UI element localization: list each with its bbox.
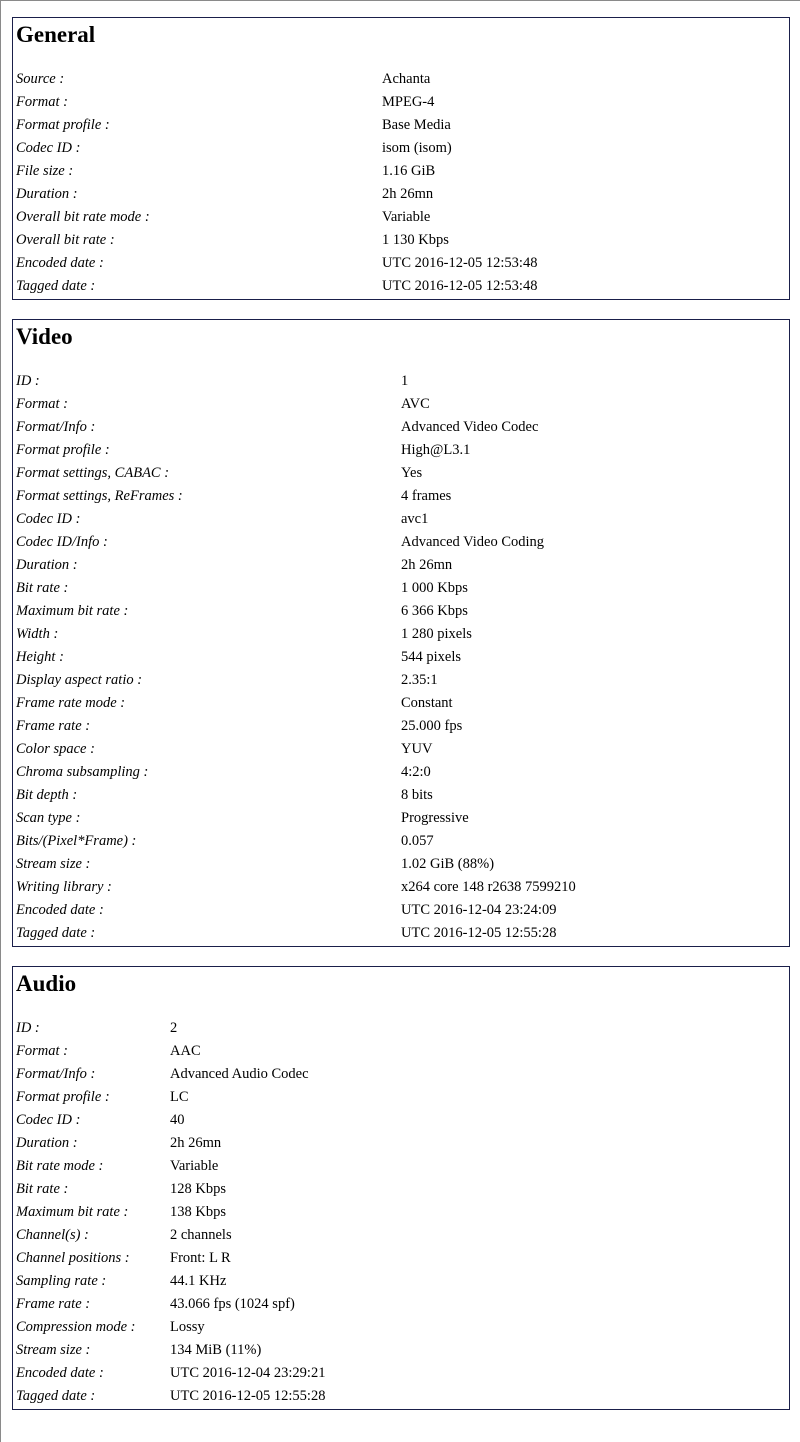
info-row	[16, 1224, 789, 1247]
info-row-label: Duration :	[16, 557, 78, 573]
info-row-value: 2.35:1	[401, 672, 438, 688]
info-row	[16, 1178, 789, 1201]
info-row-value: 8 bits	[401, 787, 433, 803]
info-row	[16, 393, 789, 416]
info-row	[16, 1362, 789, 1385]
info-row-label: Tagged date :	[16, 1388, 96, 1404]
general-info-list	[16, 68, 789, 298]
info-row-value: MPEG-4	[382, 94, 435, 110]
info-row-label: Format/Info :	[16, 1066, 96, 1082]
info-row	[16, 114, 789, 137]
info-row-label: Codec ID/Info :	[16, 534, 108, 550]
info-row-value: 1 000 Kbps	[401, 580, 468, 596]
info-row-value: 25.000 fps	[401, 718, 463, 734]
info-row-label: Format profile :	[16, 1089, 110, 1105]
info-row	[16, 462, 789, 485]
info-row-label: Format/Info :	[16, 419, 96, 435]
info-row-label: Channel(s) :	[16, 1227, 89, 1243]
info-row-label: Stream size :	[16, 856, 91, 872]
info-row	[16, 1293, 789, 1316]
info-row-value: isom (isom)	[382, 140, 452, 156]
info-row-label: Width :	[16, 626, 59, 642]
info-row-value: Variable	[382, 209, 431, 225]
info-row-label: Frame rate :	[16, 718, 91, 734]
info-row-label: Format settings, CABAC :	[16, 465, 170, 481]
info-row-label: Bit rate mode :	[16, 1158, 104, 1174]
info-row	[16, 229, 789, 252]
info-row	[16, 853, 789, 876]
info-row-label: Channel positions :	[16, 1250, 130, 1266]
info-row-value: 128 Kbps	[170, 1181, 226, 1197]
info-row-label: Height :	[16, 649, 64, 665]
info-row-label: Scan type :	[16, 810, 81, 826]
info-row-value: UTC 2016-12-05 12:53:48	[382, 255, 538, 271]
info-row	[16, 1063, 789, 1086]
video-section	[12, 319, 790, 947]
info-row	[16, 275, 789, 298]
info-row-label: Format profile :	[16, 117, 110, 133]
info-row-label: Display aspect ratio :	[16, 672, 143, 688]
info-row	[16, 807, 789, 830]
info-row	[16, 577, 789, 600]
info-row	[16, 876, 789, 899]
info-row-value: 40	[170, 1112, 185, 1128]
info-row	[16, 899, 789, 922]
info-row-value: Yes	[401, 465, 423, 481]
info-row	[16, 1247, 789, 1270]
info-row-value: 4:2:0	[401, 764, 431, 780]
info-row-label: Chroma subsampling :	[16, 764, 149, 780]
info-row	[16, 531, 789, 554]
window-frame-left	[0, 0, 1, 1442]
info-row-label: Duration :	[16, 186, 78, 202]
info-row	[16, 761, 789, 784]
info-row	[16, 160, 789, 183]
info-row-value: 138 Kbps	[170, 1204, 226, 1220]
info-row-value: 1.16 GiB	[382, 163, 436, 179]
info-row	[16, 692, 789, 715]
info-row-value: AVC	[401, 396, 430, 412]
info-row	[16, 370, 789, 393]
info-row-label: Bit rate :	[16, 1181, 69, 1197]
info-row-label: Bit depth :	[16, 787, 78, 803]
info-row-value: 0.057	[401, 833, 434, 849]
info-row-value: 2 channels	[170, 1227, 232, 1243]
info-row	[16, 68, 789, 91]
info-row-label: Bit rate :	[16, 580, 69, 596]
info-row	[16, 1270, 789, 1293]
info-row-value: 1 280 pixels	[401, 626, 472, 642]
info-row-label: Source :	[16, 71, 65, 87]
info-row-label: ID :	[16, 373, 40, 389]
info-row-value: 2h 26mn	[170, 1135, 222, 1151]
info-row	[16, 485, 789, 508]
info-row-label: Maximum bit rate :	[16, 603, 129, 619]
info-row-value: 2	[170, 1020, 178, 1036]
info-row-value: 544 pixels	[401, 649, 462, 665]
info-row-value: 43.066 fps (1024 spf)	[170, 1296, 295, 1312]
info-row-value: x264 core 148 r2638 7599210	[401, 879, 576, 895]
info-row-value: Progressive	[401, 810, 469, 826]
info-row	[16, 554, 789, 577]
info-row-label: Writing library :	[16, 879, 112, 895]
info-row-label: Encoded date :	[16, 1365, 104, 1381]
info-row	[16, 1017, 789, 1040]
info-row	[16, 206, 789, 229]
info-row-label: Encoded date :	[16, 902, 104, 918]
info-row-value: UTC 2016-12-04 23:29:21	[170, 1365, 326, 1381]
info-row	[16, 922, 789, 945]
video-info-list	[16, 370, 789, 945]
info-row-label: Stream size :	[16, 1342, 91, 1358]
info-row	[16, 738, 789, 761]
audio-section	[12, 966, 790, 1410]
info-row-value: UTC 2016-12-04 23:24:09	[401, 902, 557, 918]
info-row-value: UTC 2016-12-05 12:55:28	[170, 1388, 326, 1404]
info-row-label: Format :	[16, 94, 68, 110]
info-row-value: 6 366 Kbps	[401, 603, 468, 619]
info-row-value: High@L3.1	[401, 442, 471, 458]
info-row	[16, 137, 789, 160]
general-section	[12, 17, 790, 300]
info-row	[16, 439, 789, 462]
info-row	[16, 1339, 789, 1362]
audio-info-list	[16, 1017, 789, 1408]
info-row-value: Base Media	[382, 117, 451, 133]
info-row	[16, 1109, 789, 1132]
info-row-label: Maximum bit rate :	[16, 1204, 129, 1220]
window-frame-top	[0, 0, 800, 1]
info-row-value: 2h 26mn	[401, 557, 453, 573]
info-row-label: File size :	[16, 163, 74, 179]
info-row	[16, 623, 789, 646]
info-row-value: avc1	[401, 511, 429, 527]
info-row	[16, 600, 789, 623]
info-row-label: Encoded date :	[16, 255, 104, 271]
info-row	[16, 183, 789, 206]
info-row-value: Achanta	[382, 71, 431, 87]
info-row	[16, 91, 789, 114]
info-row-value: UTC 2016-12-05 12:53:48	[382, 278, 538, 294]
general-section-title: General	[16, 22, 96, 47]
info-row-value: Advanced Audio Codec	[170, 1066, 309, 1082]
info-row-label: Tagged date :	[16, 925, 96, 941]
info-row	[16, 1385, 789, 1408]
info-row-value: LC	[170, 1089, 189, 1105]
info-row-label: Format :	[16, 396, 68, 412]
info-row-label: Codec ID :	[16, 140, 81, 156]
info-row-label: Color space :	[16, 741, 95, 757]
info-row	[16, 1132, 789, 1155]
info-row-label: Compression mode :	[16, 1319, 136, 1335]
info-row	[16, 416, 789, 439]
info-row-label: Format profile :	[16, 442, 110, 458]
info-row-label: Format :	[16, 1043, 68, 1059]
info-row-value: 44.1 KHz	[170, 1273, 227, 1289]
audio-section-title: Audio	[16, 971, 77, 996]
info-row	[16, 1201, 789, 1224]
info-row	[16, 784, 789, 807]
info-row-value: Advanced Video Coding	[401, 534, 545, 550]
info-row-value: Constant	[401, 695, 453, 711]
info-row-label: Bits/(Pixel*Frame) :	[16, 833, 137, 849]
info-row	[16, 1316, 789, 1339]
info-row-value: UTC 2016-12-05 12:55:28	[401, 925, 557, 941]
info-row-value: 4 frames	[401, 488, 452, 504]
info-row	[16, 1155, 789, 1178]
info-row-value: 1 130 Kbps	[382, 232, 449, 248]
info-row	[16, 1086, 789, 1109]
info-row-label: Codec ID :	[16, 1112, 81, 1128]
info-row-value: Variable	[170, 1158, 219, 1174]
info-row-value: 1.02 GiB (88%)	[401, 856, 495, 872]
info-row-value: AAC	[170, 1043, 201, 1059]
info-row-value: YUV	[401, 741, 433, 757]
info-row-label: Overall bit rate :	[16, 232, 115, 248]
info-row-value: Advanced Video Codec	[401, 419, 539, 435]
info-row-value: Front: L R	[170, 1250, 231, 1266]
info-row-label: Tagged date :	[16, 278, 96, 294]
info-row-label: Sampling rate :	[16, 1273, 107, 1289]
info-row	[16, 646, 789, 669]
info-row-value: 134 MiB (11%)	[170, 1342, 262, 1358]
info-row-label: Duration :	[16, 1135, 78, 1151]
info-row-label: Format settings, ReFrames :	[16, 488, 183, 504]
info-row-label: Frame rate :	[16, 1296, 91, 1312]
info-row	[16, 669, 789, 692]
info-row-value: 1	[401, 373, 409, 389]
info-row	[16, 830, 789, 853]
info-row-label: ID :	[16, 1020, 40, 1036]
info-row	[16, 1040, 789, 1063]
info-row-value: 2h 26mn	[382, 186, 434, 202]
info-row	[16, 715, 789, 738]
info-row-label: Codec ID :	[16, 511, 81, 527]
info-row-value: Lossy	[170, 1319, 205, 1335]
video-section-title: Video	[16, 324, 73, 349]
info-row-label: Overall bit rate mode :	[16, 209, 150, 225]
info-row	[16, 252, 789, 275]
info-row	[16, 508, 789, 531]
info-row-label: Frame rate mode :	[16, 695, 126, 711]
